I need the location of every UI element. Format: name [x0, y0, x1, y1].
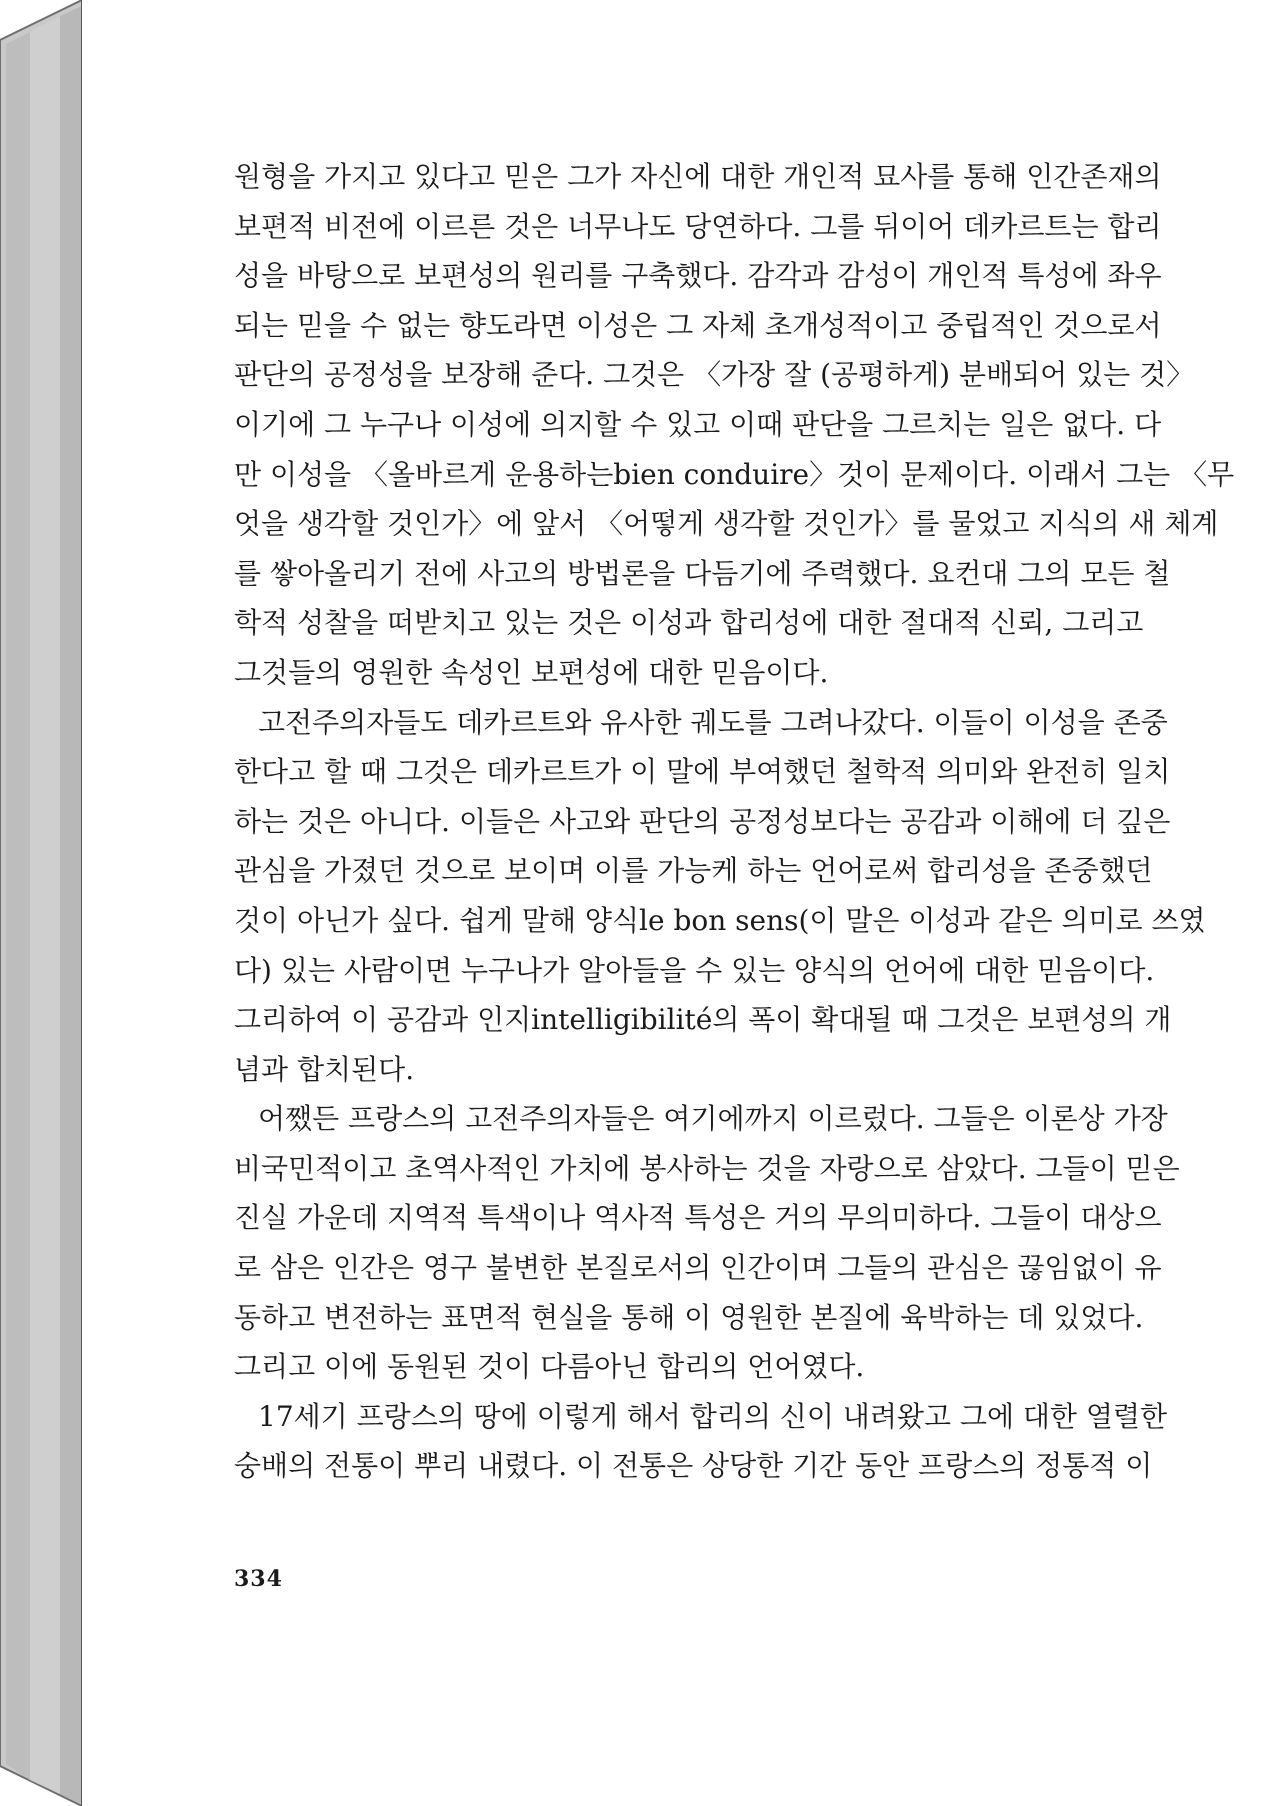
paragraph: [234, 698, 1206, 1095]
paragraph: [234, 152, 1235, 698]
text-line: 다) 있는 사람이면 누구나가 알아들을 수 있는 양식의 언어에 대한 믿음이다.: [234, 953, 1155, 987]
text-line: 보편적 비전에 이르른 것은 너무나도 당연하다. 그를 뒤이어 데카르트는 합리: [234, 209, 1162, 243]
text-line: 되는 믿을 수 없는 향도라면 이성은 그 자체 초개성적이고 중립적인 것으로서: [234, 308, 1162, 342]
text-line: 학적 성찰을 떠받치고 있는 것은 이성과 합리성에 대한 절대적 신뢰, 그리고: [234, 606, 1144, 640]
text-line: 비국민적이고 초역사적인 가치에 봉사하는 것을 자랑으로 삼았다. 그들이 믿은: [234, 1151, 1180, 1185]
text-line: 성을 바탕으로 보편성의 원리를 구축했다. 감각과 감성이 개인적 특성에 좌우: [234, 259, 1162, 293]
text-line: 어쨌든 프랑스의 고전주의자들은 여기에까지 이르렀다. 그들은 이론상 가장: [258, 1102, 1168, 1136]
text-line: 17세기 프랑스의 땅에 이렇게 해서 합리의 신이 내려왔고 그에 대한 열렬한: [258, 1399, 1168, 1433]
text-line: 그것들의 영원한 속성인 보편성에 대한 믿음이다.: [234, 655, 829, 689]
text-line: 숭배의 전통이 뿌리 내렸다. 이 전통은 상당한 기간 동안 프랑스의 정통적 이: [234, 1449, 1153, 1483]
text-line: 동하고 변전하는 표면적 현실을 통해 이 영원한 본질에 육박하는 데 있었다.: [234, 1300, 1144, 1334]
text-line: 만 이성을 〈올바르게 운용하는bien conduire〉것이 문제이다. 이래서 그는 〈무: [234, 457, 1235, 491]
text-line: 관심을 가졌던 것으로 보이며 이를 가능케 하는 언어로써 합리성을 존중했던: [234, 854, 1153, 888]
text-line: 것이 아닌가 싶다. 쉽게 말해 양식le bon sens(이 말은 이성과 같은 의미로 쓰였: [234, 903, 1206, 937]
text-line: 하는 것은 아니다. 이들은 사고와 판단의 공정성보다는 공감과 이해에 더 깊은: [234, 804, 1171, 838]
text-line: 원형을 가지고 있다고 믿은 그가 자신에 대한 개인적 묘사를 통해 인간존재의: [234, 160, 1162, 193]
text-line: 한다고 할 때 그것은 데카르트가 이 말에 부여했던 철학적 의미와 완전히 일치: [234, 755, 1171, 789]
text-line: 로 삼은 인간은 영구 불변한 본질로서의 인간이며 그들의 관심은 끊임없이 유: [234, 1251, 1162, 1285]
text-line: 이기에 그 누구나 이성에 의지할 수 있고 이때 판단을 그르치는 일은 없다. 다: [234, 407, 1162, 441]
text-line: 그리하여 이 공감과 인지intelligibilité의 폭이 확대될 때 그것은 보편성의 개: [234, 1003, 1172, 1037]
paragraph: [234, 1392, 1168, 1491]
text-line: 를 쌓아올리기 전에 사고의 방법론을 다듬기에 주력했다. 요컨대 그의 모든 철: [234, 556, 1171, 590]
text-line: 그리고 이에 동원된 것이 다름아닌 합리의 언어였다.: [234, 1350, 865, 1384]
text-line: 엇을 생각할 것인가〉에 앞서 〈어떻게 생각할 것인가〉를 물었고 지식의 새 체계: [234, 507, 1219, 541]
text-line: 판단의 공정성을 보장해 준다. 그것은 〈가장 잘 (공평하게) 분배되어 있는 것〉: [234, 358, 1195, 392]
paragraph: [234, 1094, 1180, 1392]
page-body-text: [234, 152, 1235, 1491]
text-line: 진실 가운데 지역적 특색이나 역사적 특성은 거의 무의미하다. 그들이 대상으: [234, 1201, 1162, 1235]
text-line: 념과 합치된다.: [234, 1052, 415, 1086]
page-number: 334: [234, 1566, 283, 1592]
text-line: 고전주의자들도 데카르트와 유사한 궤도를 그려나갔다. 이들이 이성을 존중: [258, 705, 1168, 739]
